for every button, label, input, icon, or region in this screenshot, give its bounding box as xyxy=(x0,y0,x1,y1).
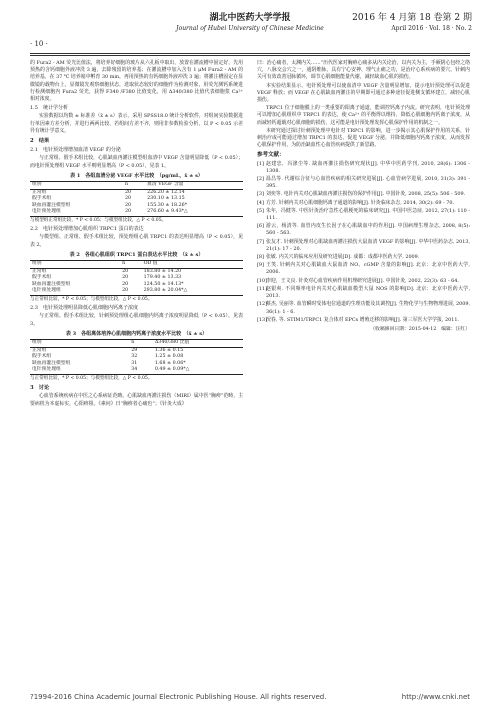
table-cell: 32 xyxy=(131,354,138,360)
reference-number: [9] xyxy=(257,262,264,269)
reference-number: [11] xyxy=(257,285,268,292)
table-cell: 假手术组 xyxy=(32,354,52,360)
table-row xyxy=(30,203,243,210)
reference-number: [4] xyxy=(257,199,264,206)
issue-date-en: April 2016 · Vol. 18 · No. 2 xyxy=(391,25,472,32)
methods-paragraph: 的 Fura2 - AM 荧光比值法，将培养好细胞的玻片从六孔板中取出，放置在灌流槽中固定好，先用预热的含钙细胞外液冲洗 3 遍，去除残留的培养基；在灌流槽中加入含有 1 μM Fura2 - AM 的培养基，在 37 ℃ 培养箱中孵育 30 min，再用预热的有钙细胞外液冲洗 3 遍；将灌注槽固定在显微镜的载物台上，显微镜先观察细胞状态，选取状态较好的细胞作为检测对象，用荧光测钙系统进行检测细胞内 Fura2 荧光，获得 F340 /F380 比值变化，用 Δ340/380 比值代表细胞浆 Ca²⁺ 相对浓度。 xyxy=(30,60,243,103)
discussion-paragraph-1: 心血管系统疾病在中医之心系病证范畴。心肌缺血再灌注损伤（MIRI）属中医“胸痹”范畴，主要病机为本虚标实，心阳痹阻。《素问》曰“胸痹者心痛也”；《针灸大成》 xyxy=(30,393,243,407)
reference-item xyxy=(257,239,470,253)
table-cell: 缺血再灌注模型组 xyxy=(32,281,71,287)
section-heading-discussion: 3 讨论 xyxy=(30,385,50,392)
table-cell: 缺血再灌注模型组 xyxy=(32,360,71,366)
table-cell: 276.60 ± 9.43*△ xyxy=(145,209,243,216)
footer xyxy=(30,693,470,701)
header-rule-thin xyxy=(30,55,470,56)
table-cell: 正常组 xyxy=(32,189,47,195)
results-paragraph-2: 与模型组、正常组、假手术组比较，预处理组心肌 TRPC1 的表达明显增高（P < 0.05），见表 2。 xyxy=(30,234,243,248)
discussion-paragraph-5: 本研究通过探讨针刺预处理中电针对 TRPC1 的影响，进一步揭示其心肌保护作用的关系，针刺治疗或可能通过增加 TRPC1 的表达、促进 VEGF 分泌，并降低细胞内钙离子浓度，从而发挥心肌保护作用，为防治缺血性心血管疾病提供了新思路。 xyxy=(257,127,470,149)
table-cell: 正常组 xyxy=(32,347,47,353)
table-2-caption: 表 2 各组心肌组织 TRPC1 蛋白表达水平比较 （x̄ ± s） xyxy=(69,251,204,258)
reference-number: [13] xyxy=(257,316,268,323)
references-heading: 参考文献： xyxy=(257,152,285,159)
table-header: 组别 xyxy=(30,340,129,348)
copyright-notice: ?1994-2016 China Academic Journal Electronic Publishing House. All rights reserved. xyxy=(30,693,327,701)
discussion-paragraph-3: 本实验结果显示，电针预处理可以使血清中 VEGF 含量明显增加，提示电针预处理可以促进 VEGF 释放；而 VEGF 在心肌缺血再灌注的早期即可通过多种途径促进侧支循环建立，减轻心肌损伤。 xyxy=(257,82,470,104)
reference-text: 方芳. 针刺内关对心肌细胞钙离子通道的影响[J]. 针灸临床杂志, 2014, 30(2): 69 - 70. xyxy=(266,199,455,206)
table-cell: 缺血再灌注模型组 xyxy=(32,202,71,208)
table-row xyxy=(30,189,243,196)
reference-item xyxy=(257,262,470,276)
reference-item xyxy=(257,254,470,261)
table-1-caption: 表 1 各组血清分泌 VEGF 水平比较 （pg/mL，x̄ ± s） xyxy=(70,172,203,179)
right-column xyxy=(257,60,470,333)
table-cell: 20 xyxy=(124,196,132,202)
reference-text: 赵建忠，冯涤尘等. 缺血再灌注损伤研究现状[J]. 中华中医药学刊, 2010, 28(6): 1306 - 1308. xyxy=(266,160,470,174)
reference-text: 游云，杨清等. 血管内皮生长因子在心肌缺血中的作用[J]. 中国病理生理杂志, 2008, 8(5): 560 - 563. xyxy=(266,223,470,237)
table-cell: 226.20 ± 12.14 xyxy=(147,189,185,195)
table-cell: 1.36 ± 0.15 xyxy=(154,347,184,353)
table-cell: 183.80 ± 14.20 xyxy=(143,268,182,274)
section-heading-2-3: 2.3 电针预处理明显降低心肌细胞内钙离子浓度 xyxy=(30,305,138,312)
cnki-link[interactable]: http://www.cnki.net xyxy=(401,693,470,701)
issue-info xyxy=(352,10,472,32)
table-row xyxy=(30,282,243,289)
reference-list xyxy=(257,161,470,324)
table-cell: 假手术组 xyxy=(32,196,52,202)
reference-number: [5] xyxy=(257,207,264,214)
reference-number: [2] xyxy=(257,176,264,183)
table-cell: 29 xyxy=(131,347,138,353)
reference-item xyxy=(257,200,470,207)
table-cell: 20 xyxy=(122,275,129,281)
reference-item xyxy=(257,223,470,237)
reference-item xyxy=(257,176,470,190)
reference-number: [12] xyxy=(257,301,268,308)
reference-item xyxy=(257,278,470,285)
table-cell: 正常组 xyxy=(32,268,47,274)
reference-text: 刘奕等. 电针内关对心肌缺血再灌注损伤的保护作用[J]. 中国针灸, 2008, 25(5): 506 - 509. xyxy=(266,191,466,198)
header-rule xyxy=(30,53,470,54)
reference-text: 况春, 等. STIM1/TRPC1 复合体对 EPCs 增殖迁移的影响[J]. 第三军医大学学报, 2011. xyxy=(266,316,459,323)
table-cell: 34 xyxy=(129,367,153,374)
reference-text: 张友才. 针刺预处理对心肌缺血再灌注损伤大鼠血清 VEGF 的影响[J]. 中华中医药杂志, 2013, 21(1): 17 - 20. xyxy=(266,238,470,252)
table-3 xyxy=(30,339,243,375)
reference-text: 朱年，冯健等. 中医针灸治疗急性心肌梗死的临床研究[J]. 中国中医急症, 2012, 27(1): 110 - 111. xyxy=(266,207,470,222)
page-number: · 10 · xyxy=(30,40,48,48)
table-3-caption: 表 3 各组离体培养心肌细胞内钙离子浓度水平比较 （x̄ ± s） xyxy=(65,330,208,337)
reference-item xyxy=(257,208,470,222)
table-row xyxy=(30,268,243,275)
table-header: 组别 xyxy=(30,182,123,190)
reference-text: 温昌等. 代谢综合征与心血管疾病的相关研究进展[J]. 心血管病学进展, 2010, 31(3): 391 - 395. xyxy=(266,176,470,190)
reference-text: 蔡杰, 吴丽等. 血管瞬时受体电位通道的生理功能及其调控[J]. 生物化学与生物物理进展, 2009, 36(1): 1 - 6. xyxy=(266,301,470,315)
reference-text: 王笑. 针刺内关对心肌缺血大鼠血清 NO、cGMP 含量的影响[J]. 北京：北京中医药大学, 2006. xyxy=(266,262,470,276)
reference-text: 张敏. 内关穴的临床应用及研究进展[D]. 成都：成都中医药大学, 2009. xyxy=(266,254,420,261)
table-row xyxy=(30,275,243,282)
reference-item xyxy=(257,161,470,175)
table-cell: 20 xyxy=(120,288,141,295)
table-2 xyxy=(30,260,243,296)
table-header: n xyxy=(120,261,141,269)
table-cell: 179.40 ± 13.33 xyxy=(143,275,182,281)
table-cell: 0.49 ± 0.09*△ xyxy=(153,367,243,374)
table-row xyxy=(30,209,243,216)
discussion-paragraph-2: 曰：治心痛者，太渊内关……”历代医家对胸痹心痛多从内关论治，以内关为主，手厥阴心包经之络穴，八脉交会穴之一，通阴维脉，具有宁心安神、理气止痛之功，是治疗心系疾病的要穴。针刺内关可有效改善冠脉循环，调节心肌细胞能量代谢，减轻缺血心肌的损伤。 xyxy=(257,60,470,81)
table-cell: 20 xyxy=(122,268,129,274)
table-header: n xyxy=(123,182,145,190)
journal-title xyxy=(150,10,350,32)
received-date: （收稿修回日期：2015-04-12 编辑：汪红） xyxy=(370,326,470,332)
table-2-note: 与正常组比较，* P < 0.05；与模型组比较，△ P < 0.05。 xyxy=(30,297,153,302)
table-header: OD 值 xyxy=(142,261,243,269)
table-cell: 20 xyxy=(122,281,129,287)
reference-item xyxy=(257,286,470,300)
reference-text: 赵银爽. 不同频率电针内关对心肌缺血模型大鼠 NOS 的影响[D]. 北京：北京中医药大学, 2013. xyxy=(266,285,470,300)
reference-number: [1] xyxy=(257,160,264,167)
table-row xyxy=(30,288,243,295)
section-heading-2-1: 2.1 电针预处理增加血清 VEGF 的分泌 xyxy=(30,147,121,154)
table-cell: 20 xyxy=(123,209,145,216)
table-3-note: 与正常组比较，* P < 0.05；与模型组比较，△ P < 0.05。 xyxy=(30,375,153,381)
discussion-paragraph-4: TRPC1 位于细胞膜上的一类重要的阳离子通道，能调控钙离子内流。研究表明，电针预处理可以增加心肌组织中 TRPC1 的表达，使 Ca²⁺ 的平衡得以维持，降低心肌细胞内钙离子浓度，从而减轻钙超载对心肌细胞的损伤，这可能是电针预处理发挥心肌保护作用的机制之一。 xyxy=(257,105,470,126)
section-heading-2-2: 2.2 电针预处理增加心肌组织 TRPC1 蛋白的表达 xyxy=(30,226,144,233)
table-cell: 假手术组 xyxy=(32,275,52,281)
table-1 xyxy=(30,181,243,217)
left-column xyxy=(30,60,243,409)
reference-text: 李迎，王文良. 针灸对心血管疾病作用机理研究进展[J]. 中国针灸, 2002, 22(3): 63 - 64. xyxy=(266,277,459,284)
reference-number: [10] xyxy=(257,277,268,284)
journal-title-en: Journal of Hubei University of Chinese Medicine xyxy=(176,25,324,32)
section-heading-results: 2 结果 xyxy=(30,138,50,145)
table-cell: 电针预处理组 xyxy=(30,367,129,374)
table-cell: 31 xyxy=(131,360,138,366)
table-cell: 电针预处理组 xyxy=(30,288,120,295)
table-cell: 20 xyxy=(124,189,132,195)
section-heading-1-5: 1.5 统计学分析 xyxy=(30,105,68,112)
table-header: n xyxy=(129,340,153,348)
table-header: Δ340/380 比值 xyxy=(153,340,243,348)
table-cell: 124.50 ± 14.13* xyxy=(143,281,184,287)
issue-date-cn: 2016 年 4 月第 18 卷第 2 期 xyxy=(352,13,472,23)
journal-title-cn: 湖北中医药大学学报 xyxy=(209,13,291,23)
results-paragraph-1: 与正常组、假手术组比较，心肌缺血再灌注模型组血清中 VEGF 含量明显降低（P < 0.05）；而电针预处理组 VEGF 水平则明显增高（P < 0.05），见表 1。 xyxy=(30,155,243,169)
table-cell: 20 xyxy=(124,202,132,208)
table-header: 组别 xyxy=(30,261,120,269)
reference-number: [7] xyxy=(257,238,264,245)
table-cell: 155.30 ± 18.26* xyxy=(147,202,188,208)
reference-item xyxy=(257,301,470,315)
table-cell: 电针预处理组 xyxy=(30,209,123,216)
reference-item xyxy=(257,191,470,198)
table-cell: 1.25 ± 0.08 xyxy=(154,354,184,360)
reference-number: [6] xyxy=(257,223,264,230)
table-header: 血清 VEGF 含量 xyxy=(145,182,243,190)
reference-number: [8] xyxy=(257,254,264,261)
stats-paragraph: 实验数据以均数 ± 标准差（x̄ ± s）表示，采用 SPSS18.0 统计分析软件，对组间实验数据进行单因素方差分析，并进行两两比较，若组间方差不齐，则用非参数检验分析，以 P < 0.05 示差异有统计学意义。 xyxy=(30,113,243,134)
table-row xyxy=(30,354,243,361)
table-cell: 230.10 ± 13.15 xyxy=(147,196,185,202)
table-cell: 1.68 ± 0.06* xyxy=(154,360,186,366)
reference-number: [3] xyxy=(257,191,264,198)
reference-item xyxy=(257,317,470,324)
results-paragraph-3: 与正常组、假手术组比较，针刺预处理组心肌细胞内钙离子浓度明显降低（P < 0.05），见表 3。 xyxy=(30,313,243,327)
table-cell: 293.80 ± 20.04*△ xyxy=(142,288,243,295)
table-row xyxy=(30,196,243,203)
table-row xyxy=(30,367,243,374)
table-1-note: 与模型组正常组比较，* P < 0.05；与模型组比较，△ P < 0.05。 xyxy=(30,218,167,224)
